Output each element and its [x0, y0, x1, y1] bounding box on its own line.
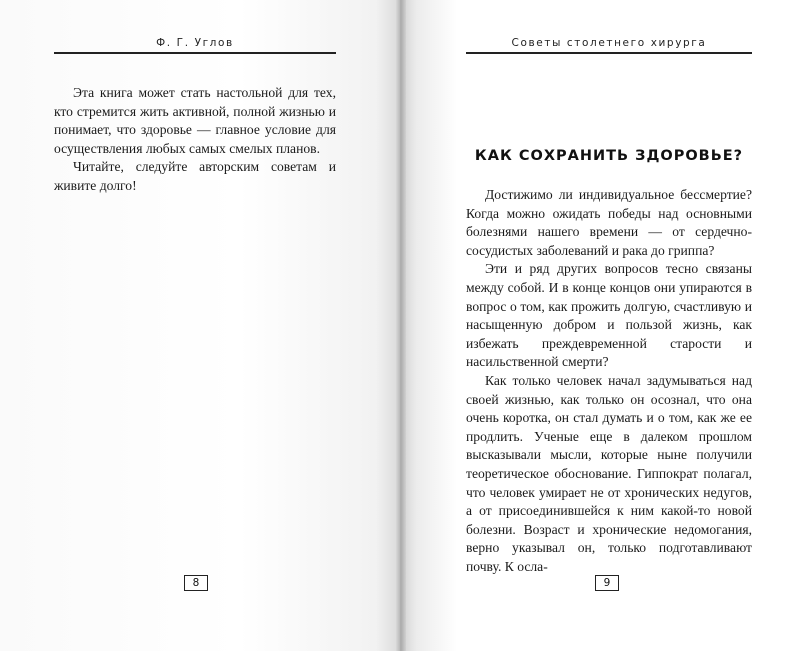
left-header-rule	[54, 52, 336, 54]
paragraph: Эти и ряд других вопросов тесно связаны между собой. И в конце концов они упираются в вопрос о том, как прожить долгую, счастливую и насыщенную добром и пользой жизнь, как избежать преждевременной старости и насильственной смерти?	[466, 261, 752, 370]
right-running-head: Советы столетнего хирурга	[511, 37, 707, 49]
paragraph: Как только человек начал задумываться над своей жизнью, как только он осознал, что она очень коротка, он стал думать и о том, как же ее продлить. Ученые еще в далеком прошлом высказывали мысли, которые ныне получили теоретическое обоснование. Гиппократ полагал, что человек умирает не от хронических недугов, а от присоединившейся к ним какой-то новой болезни. Возраст и хронические недомогания, верно указывал он, только подготавливают почву. К осла-	[466, 372, 752, 574]
paragraph: Эта книга может стать настольной для тех, кто стремится жить активной, полной жизнью и понимает, что здоровье — главное условие для осуществления любых самых смелых планов.	[54, 85, 336, 156]
chapter-title: КАК СОХРАНИТЬ ЗДОРОВЬЕ?	[474, 148, 744, 164]
left-page-number: 8	[184, 575, 208, 591]
left-page-text	[54, 84, 336, 196]
paragraph: Читайте, следуйте авторским советам и живите долго!	[54, 159, 336, 193]
right-page-number: 9	[595, 575, 619, 591]
right-page-text	[466, 186, 752, 576]
paragraph: Достижимо ли индивидуальное бессмертие? Когда можно ожидать победы над основными болезнями нашего времени — от сердечно-сосудистых заболеваний и рака до гриппа?	[466, 187, 752, 258]
book-gutter	[396, 0, 406, 651]
right-header-rule	[466, 52, 752, 54]
left-running-head: Ф. Г. Углов	[156, 37, 234, 49]
